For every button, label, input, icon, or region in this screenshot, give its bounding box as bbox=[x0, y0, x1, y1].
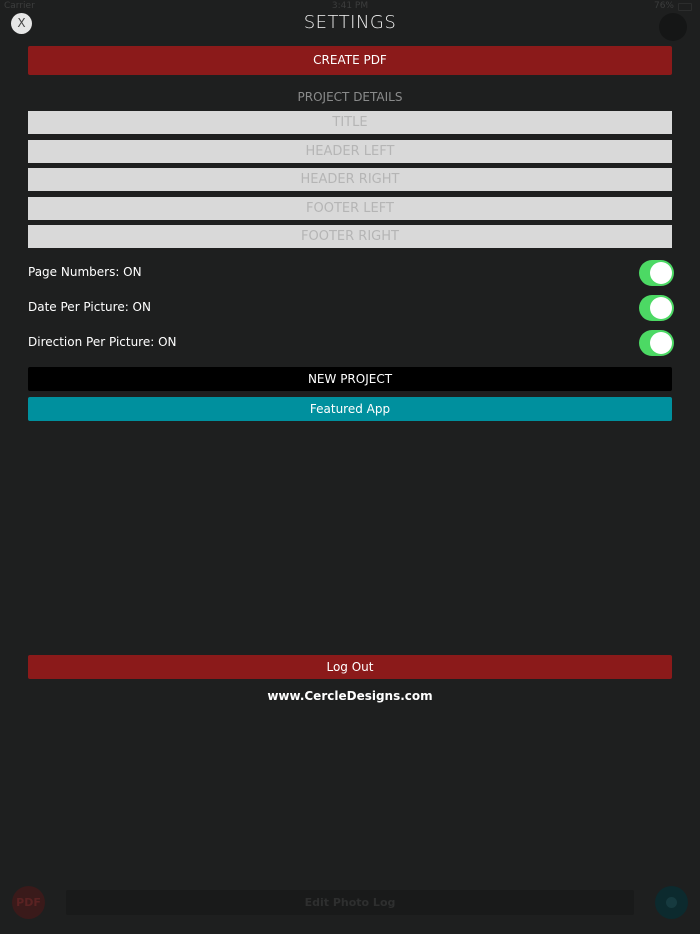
page-numbers-label: Page Numbers: ON bbox=[28, 265, 142, 279]
date-per-picture-label: Date Per Picture: ON bbox=[28, 300, 151, 314]
website-link[interactable]: www.CercleDesigns.com bbox=[267, 689, 433, 703]
page-numbers-row bbox=[28, 260, 674, 286]
close-button[interactable]: X bbox=[11, 13, 32, 34]
footer-right-field[interactable] bbox=[28, 225, 672, 248]
status-time: 3:41 PM bbox=[331, 1, 369, 11]
header-right-field[interactable] bbox=[28, 168, 672, 191]
direction-per-picture-row bbox=[28, 330, 674, 356]
project-details-label: PROJECT DETAILS bbox=[297, 90, 403, 104]
log-out-button[interactable]: Log Out bbox=[28, 655, 672, 679]
footer-left-field[interactable] bbox=[28, 197, 672, 220]
battery-percent: 76% bbox=[653, 1, 674, 11]
direction-per-picture-toggle[interactable] bbox=[639, 330, 674, 356]
date-per-picture-toggle[interactable] bbox=[639, 295, 674, 321]
pdf-icon[interactable]: PDF bbox=[12, 886, 45, 919]
record-icon[interactable] bbox=[655, 886, 688, 919]
edit-photo-log-button[interactable]: Edit Photo Log bbox=[66, 890, 634, 915]
carrier-label: Carrier bbox=[4, 1, 35, 11]
date-per-picture-row bbox=[28, 295, 674, 321]
new-project-button[interactable]: NEW PROJECT bbox=[28, 367, 672, 391]
status-bar bbox=[0, 0, 700, 12]
create-pdf-button[interactable]: CREATE PDF bbox=[28, 46, 672, 75]
page-title: SETTINGS bbox=[303, 12, 397, 33]
header-left-field[interactable] bbox=[28, 140, 672, 163]
battery-icon bbox=[678, 3, 692, 11]
page-numbers-toggle[interactable] bbox=[639, 260, 674, 286]
featured-app-button[interactable]: Featured App bbox=[28, 397, 672, 421]
title-field[interactable] bbox=[28, 111, 672, 134]
direction-per-picture-label: Direction Per Picture: ON bbox=[28, 335, 177, 349]
